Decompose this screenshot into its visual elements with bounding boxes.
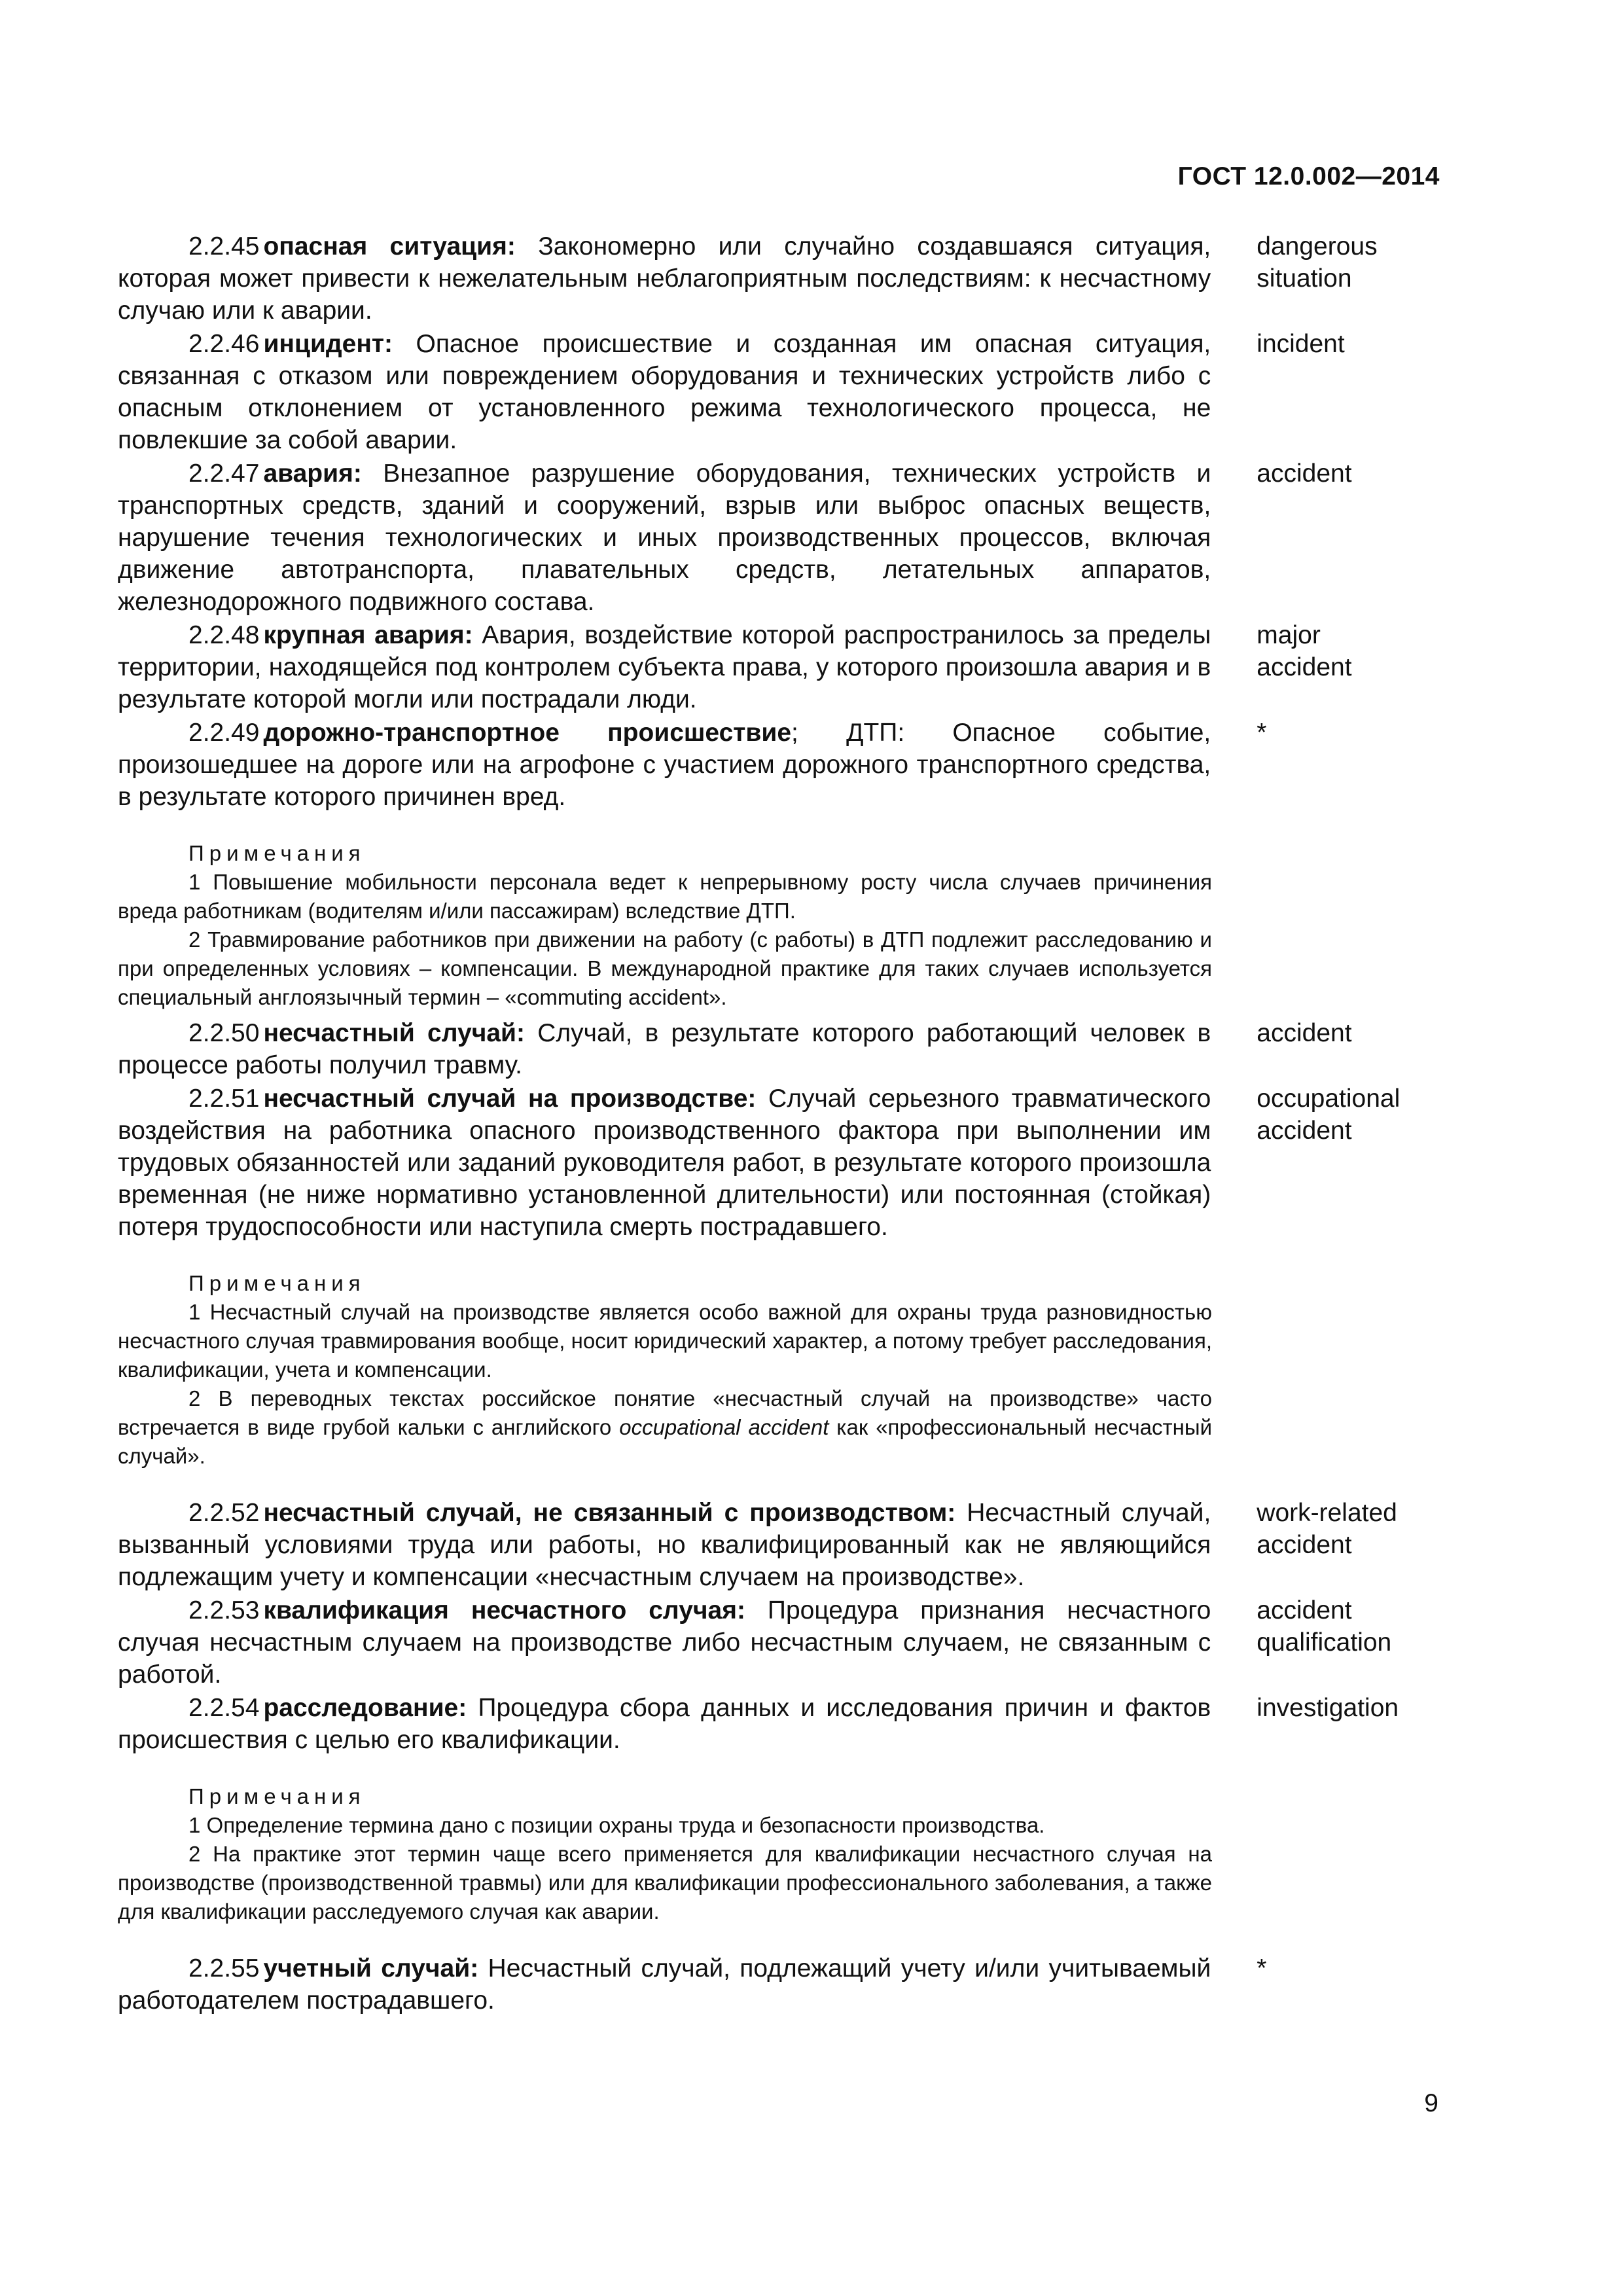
- entry-body: [118, 1692, 1211, 1756]
- entry-definition: Случай серьезного травматического воздействия на работника опасного производственного фактора при выполнении им трудовых обязанностей или заданий руководителя работ, в результате которого произошла временная (не ниже нормативно установленной длительности) или постоянная (стойкая) потеря трудоспособности или наступила смерть пострадавшего.: [118, 1085, 1211, 1241]
- entry-term: учетный случай:: [263, 1954, 479, 1982]
- entry-body: [118, 230, 1211, 327]
- term-entry-2-2-55: [118, 1952, 1440, 2017]
- note-item: 1 Определение термина дано с позиции охраны труда и безопасности производства.: [188, 1813, 1045, 1837]
- notes-title: Примечания: [188, 1271, 366, 1295]
- entry-term: инцидент:: [263, 330, 393, 358]
- terms-content: [118, 230, 1440, 2018]
- entry-term: несчастный случай на производстве:: [263, 1085, 757, 1113]
- term-entry-2-2-46: [118, 328, 1440, 456]
- entry-definition: Случай, в результате которого работающий человек в процессе работы получил травму.: [118, 1019, 1211, 1079]
- entry-definition: Опасное происшествие и созданная им опасная ситуация, связанная с отказом или повреждением оборудования и технических устройств либо с опасным отклонением от установленного режима технологического процесса, не повлекшие за собой аварии.: [118, 330, 1211, 454]
- note-item: 1 Несчастный случай на производстве является особо важной для охраны труда разновидностью несчастного случая травмирования вообще, носит юридический характер, а потому требует расследования, квалификации, учета и компенсации.: [118, 1300, 1212, 1382]
- entry-term: несчастный случай, не связанный с производством:: [263, 1499, 956, 1527]
- entry-term: квалификация несчастного случая:: [263, 1596, 745, 1624]
- term-entry-2-2-54: [118, 1692, 1440, 1756]
- term-entry-2-2-50: [118, 1017, 1440, 1081]
- entry-term: дорожно-транспортное происшествие: [263, 719, 792, 747]
- entry-number: 2.2.45: [188, 232, 260, 260]
- entry-term: несчастный случай:: [263, 1019, 525, 1047]
- term-entry-2-2-51: [118, 1083, 1440, 1243]
- entry-number: 2.2.52: [188, 1499, 260, 1527]
- english-equivalent: dangerous situation: [1257, 232, 1378, 293]
- entry-term: авария:: [263, 459, 362, 488]
- entry-body: [118, 1497, 1211, 1593]
- note-text: 2 В переводных текстах российское понятие «несчастный случай на производстве» часто встречается в виде грубой кальки с английского: [118, 1386, 1212, 1439]
- notes-title: Примечания: [188, 1784, 366, 1808]
- entry-number: 2.2.48: [188, 621, 260, 649]
- entry-body: [118, 1083, 1211, 1243]
- entry-number: 2.2.53: [188, 1596, 260, 1624]
- entry-definition: Внезапное разрушение оборудования, технических устройств и транспортных средств, зданий и сооружений, взрыв или выброс опасных веществ, нарушение течения технологических и иных производственных процессов, включая движение автотранспорта, плавательных средств, летательных аппаратов, железнодорожного подвижного состава.: [118, 459, 1211, 616]
- note-item: 2 На практике этот термин чаще всего применяется для квалификации несчастного случая на производстве (производственной травмы) или для квалификации профессионального заболевания, а также для квалификации расследуемого случая как аварии.: [118, 1842, 1212, 1924]
- entry-definition: Несчастный случай, вызванный условиями труда или работы, но квалифицированный как не являющийся подлежащим учету и компенсации «несчастным случаем на производстве».: [118, 1499, 1211, 1591]
- entry-term: опасная ситуация:: [263, 232, 516, 260]
- english-equivalent: accident qualification: [1257, 1596, 1392, 1657]
- entry-body: [118, 1952, 1211, 2017]
- english-equivalent: incident: [1257, 330, 1345, 358]
- entry-definition: Авария, воздействие которой распространилось за пределы территории, находящейся под контролем субъекта права, у которого произошла авария и в результате которой могли или пострадали люди.: [118, 621, 1211, 713]
- entry-number: 2.2.55: [188, 1954, 260, 1982]
- note-emphasis: occupational accident: [619, 1415, 829, 1439]
- english-equivalent: accident: [1257, 1019, 1352, 1047]
- english-equivalent: investigation: [1257, 1694, 1399, 1722]
- notes-2-2-54: [118, 1782, 1212, 1926]
- term-entry-2-2-52: [118, 1497, 1440, 1593]
- entry-number: 2.2.51: [188, 1085, 260, 1113]
- entry-definition: Закономерно или случайно создавшаяся ситуация, которая может привести к нежелательным неблагоприятным последствиям: к несчастному случаю или к аварии.: [118, 232, 1211, 325]
- english-equivalent: major accident: [1257, 621, 1352, 681]
- english-equivalent: work-related accident: [1257, 1499, 1397, 1559]
- document-code-header: ГОСТ 12.0.002—2014: [1177, 162, 1440, 190]
- english-equivalent: accident: [1257, 459, 1352, 488]
- entry-body: [118, 619, 1211, 715]
- note-item: 1 Повышение мобильности персонала ведет к непрерывному росту числа случаев причинения вреда работникам (водителям и/или пассажирам) вследствие ДТП.: [118, 870, 1212, 923]
- entry-number: 2.2.47: [188, 459, 260, 488]
- entry-body: [118, 457, 1211, 618]
- entry-number: 2.2.49: [188, 719, 260, 747]
- term-entry-2-2-53: [118, 1594, 1440, 1691]
- note-text: как «профессиональный несчастный случай».: [118, 1415, 1212, 1468]
- entry-definition: Процедура признания несчастного случая несчастным случаем на производстве либо несчастным случаем, не связанным с работой.: [118, 1596, 1211, 1689]
- entry-definition: Процедура сбора данных и исследования причин и фактов происшествия с целью его квалификации.: [118, 1694, 1211, 1754]
- note-item: 2 Травмирование работников при движении на работу (с работы) в ДТП подлежит расследованию и при определенных условиях – компенсации. В международной практике для таких случаев используется специальный англоязычный термин – «commuting accident».: [118, 927, 1212, 1009]
- notes-title: Примечания: [188, 841, 366, 865]
- entry-term: крупная авария:: [263, 621, 473, 649]
- entry-definition: Несчастный случай, подлежащий учету и/или учитываемый работодателем пострадавшего.: [118, 1954, 1211, 2015]
- term-entry-2-2-49: [118, 717, 1440, 813]
- notes-2-2-51: [118, 1269, 1212, 1471]
- english-equivalent: *: [1257, 1954, 1267, 1982]
- entry-body: [118, 717, 1211, 813]
- notes-2-2-49: [118, 839, 1212, 1012]
- note-item: [118, 1384, 1212, 1471]
- entry-number: 2.2.46: [188, 330, 260, 358]
- term-entry-2-2-48: [118, 619, 1440, 715]
- entry-number: 2.2.50: [188, 1019, 260, 1047]
- english-equivalent: occupational accident: [1257, 1085, 1400, 1145]
- entry-body: [118, 1017, 1211, 1081]
- english-equivalent: *: [1257, 719, 1267, 747]
- entry-body: [118, 328, 1211, 456]
- term-entry-2-2-45: [118, 230, 1440, 327]
- page-number: 9: [1424, 2089, 1438, 2117]
- term-entry-2-2-47: [118, 457, 1440, 618]
- entry-definition: ; ДТП: Опасное событие, произошедшее на дороге или на агрофоне с участием дорожного транспортного средства, в результате которого причинен вред.: [118, 719, 1211, 811]
- entry-body: [118, 1594, 1211, 1691]
- entry-number: 2.2.54: [188, 1694, 260, 1722]
- entry-term: расследование:: [263, 1694, 467, 1722]
